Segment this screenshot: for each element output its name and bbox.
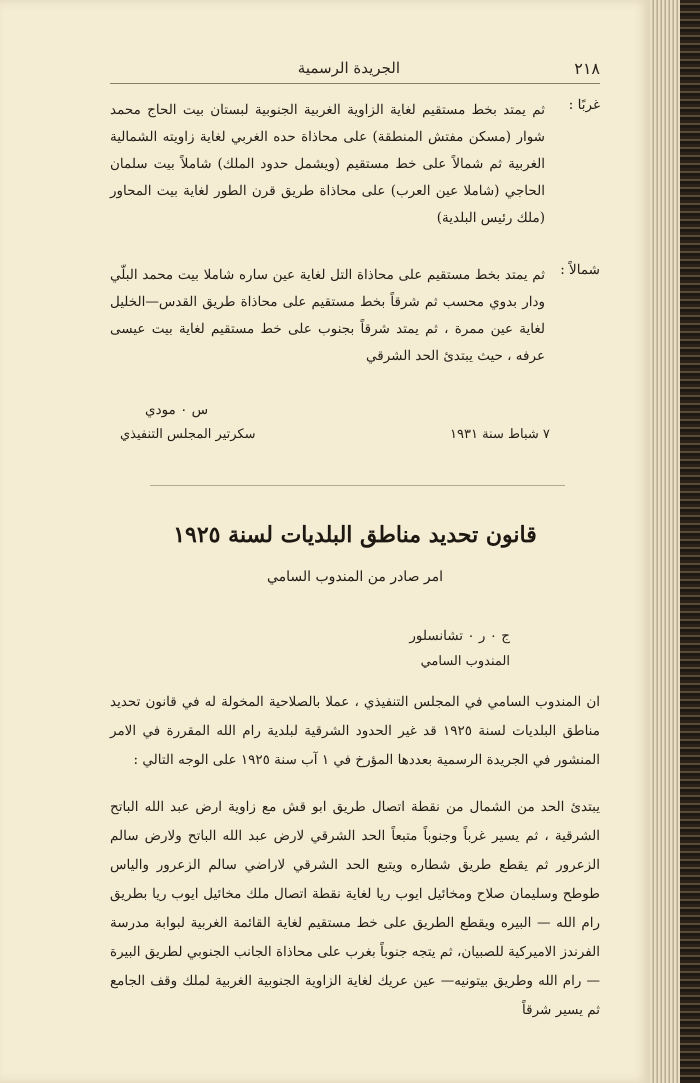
section-divider bbox=[150, 485, 565, 486]
ordinance-preamble: ان المندوب السامي في المجلس التنفيذي ، عملا بالصلاحية المخولة له في قانون تحديد مناطق البلديات لسنة ١٩٢٥ قد غير الحدود الشرقية لبلدية رام الله المقررة في الامر المنشور في الجريدة الرسمية بعددها المؤرخ في ١ آب سنة ١٩٢٥ على الوجه التالي : bbox=[110, 694, 600, 768]
signatory-name: س ٠ مودي bbox=[145, 402, 209, 418]
journal-name: الجريدة الرسمية bbox=[297, 59, 400, 77]
signatory-title: سكرتير المجلس التنفيذي bbox=[120, 427, 256, 442]
page-header bbox=[110, 55, 600, 84]
issuer-title: المندوب السامي bbox=[420, 654, 510, 669]
west-text: ثم يمتد بخط مستقيم لغاية الزاوية الغربية الجنوبية لبستان بيت الحاج محمد شوار (مسكن مفتش المنطقة) على محاذاة حده الغربي لغاية زاويته الشمالية الغربية ثم شمالاً على خط مستقيم (ويشمل حدود الملك) شاملاً بيت سلمان الحاجي (شاملا عين العرب) على محاذاة طريق قرن الطور لغاية بيت المحاور (ملك رئيس البلدية) bbox=[110, 102, 545, 226]
issuer-name: ج ٠ ر ٠ تشانسلور bbox=[409, 628, 510, 644]
book-binding bbox=[650, 0, 700, 1083]
ordinance-subtitle: امر صادر من المندوب السامي bbox=[266, 569, 444, 585]
ordinance-boundary-text: يبتدئ الحد من الشمال من نقطة اتصال طريق ابو قش مع زاوية ارض عبد الله الباتح الشرقية ، ثم يسير غرباً وجنوباً متبعاً الحد الشرقي لارض عبد الله الباتح ولارض سالم الزعرور ثم يقطع طريق شطاره ويتبع الحد الشرقي لاراضي سالم الزعرور والياس طوطح وسليمان صلاح ومخائيل ايوب ريا لغاية نقطة اتصال ملك مخائيل ايوب ريا بطريق رام الله — البيره ويقطع الطريق على خط مستقيم لغاية القائمة الغربية لبوابة مدرسة الفرندز الاميركية للصبيان، ثم يتجه جنوباً بغرب على محاذاة الجانب الجنوبي لطريق البيرة— رام الله وطريق بيتونيه— عين عريك لغاية الزاوية الجنوبية الغربية لملك وقف الجامع ثم يسير شرقاً bbox=[110, 799, 600, 1018]
ordinance-title: قانون تحديد مناطق البلديات لسنة ١٩٢٥ bbox=[173, 522, 537, 548]
west-label: غربًا : bbox=[568, 97, 600, 113]
page-number: ٢١٨ bbox=[574, 59, 600, 78]
west-boundary-section bbox=[110, 97, 600, 257]
north-label: شمالاً : bbox=[560, 262, 600, 278]
north-text: ثم يمتد بخط مستقيم على محاذاة التل لغاية عين ساره شاملا بيت محمد البلّي ودار بدوي محسب ثم شرقاً بخط مستقيم على محاذاة طريق القدس—الخليل لغاية عين ممرة ، ثم يمتد شرقاً بجنوب على خط مستقيم لغاية بيت عيسى عرفه ، حيث يبتدئ الحد الشرقي bbox=[110, 267, 545, 364]
signature-date: ٧ شباط سنة ١٩٣١ bbox=[450, 427, 550, 442]
book-cover-edge bbox=[680, 0, 700, 1083]
north-boundary-section bbox=[110, 262, 600, 382]
